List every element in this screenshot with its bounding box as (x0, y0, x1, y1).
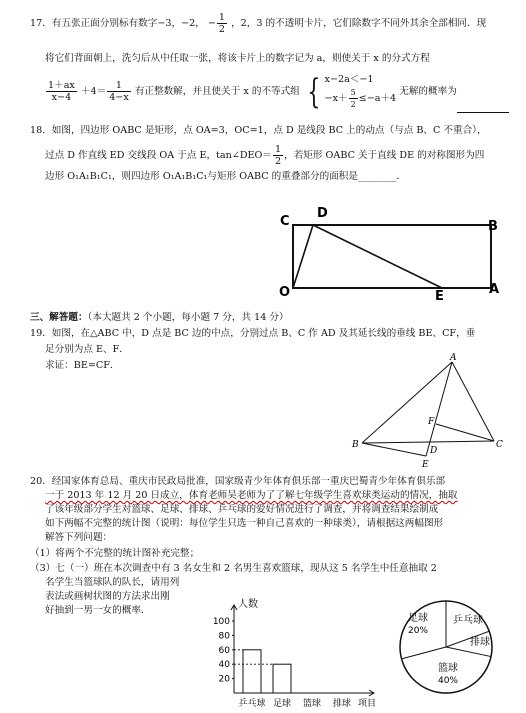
q17-fraction (217, 12, 227, 35)
label-B: B (352, 440, 359, 450)
q17-sys2-frac-num: 5 (350, 88, 356, 97)
section3-heading (30, 311, 289, 324)
label-D: D (317, 206, 328, 221)
q18-rectangle-figure (270, 203, 510, 303)
q17-line1 (30, 12, 486, 35)
q20-line9: 表法或画树状图的方法求出刚 (45, 591, 170, 602)
segment-DE (313, 225, 442, 288)
q19-triangle-figure (348, 352, 513, 472)
bar (243, 650, 261, 693)
q17-frac-num: 1 (218, 12, 226, 23)
q20-line2: 一于 2013 年 12 月 20 日成立，体育老师吴老师为了了解七年级学生喜欢球类运动的情况，抽取 (45, 490, 458, 501)
q17-frac-den: 2 (218, 24, 226, 35)
q17-eq-frac1-den: x−4 (51, 92, 72, 103)
label-E: E (435, 289, 444, 303)
y-tick-label: 20 (218, 674, 230, 685)
q19-line2: 足分别为点 E、F． (45, 344, 129, 355)
label-B: B (488, 219, 498, 234)
label-A: A (450, 353, 457, 363)
q17-tail: 无解的概率为 (399, 86, 457, 97)
q20-line4: 如下两幅不完整的统计图（说明：每位学生只选一种自己喜欢的一种球类），请根据这两幅图形 (45, 518, 444, 529)
x-axis-label: 项目 (357, 699, 376, 709)
q17-eq-frac1 (46, 80, 77, 103)
segment-OD (293, 225, 313, 288)
pie-slice-percent: 20% (407, 626, 429, 636)
rectangle-OABC (293, 225, 491, 288)
label-F: F (428, 417, 435, 427)
perpendicular-BE (362, 443, 426, 456)
q20-line1: 20．经国家体育总局、重庆市民政局批准，国家级青少年体育俱乐部一重庆巴蜀青少年体育俱乐部 (30, 476, 446, 487)
section3-note: （本大题共 2 个小题，每小题 7 分，共 14 分） (87, 312, 289, 323)
pie-chart (392, 597, 504, 701)
x-category-label: 足球 (272, 699, 292, 709)
y-tick-label: 100 (212, 617, 230, 627)
pie-divider (446, 647, 491, 657)
q18-tan-den: 2 (275, 156, 282, 167)
q17-eq-text: 有正整数解，并且使关于 x 的不等式组 (134, 86, 300, 97)
q19-line1: 19．如图，在△ABC 中，D 点是 BC 边的中点，分别过点 B、C 作 AD 及其延长线的垂线 BE、CF，垂 (30, 328, 476, 339)
x-category-label: 排球 (332, 699, 352, 709)
pie-slice-label: 排球 (470, 637, 490, 648)
q20-line5: 解答下列问题： (45, 532, 113, 543)
pie-slice-percent: 40% (437, 676, 459, 686)
q17-sys2-frac (349, 87, 358, 110)
section3-title: 三、解答题： (30, 312, 88, 323)
q17-answer-blank (457, 72, 509, 113)
pie-divider (402, 647, 446, 659)
side-AB (362, 362, 452, 443)
q18-tan-num: 1 (275, 144, 282, 155)
q17-frac-sign: − (207, 18, 216, 29)
q20-line6: （1）将两个不完整的统计图补充完整； (30, 548, 200, 559)
q17-text-b: ，2，3 的不透明卡片，它们除数字不同外其余全部相同．现 (231, 18, 487, 29)
q17-sys-brace: { (307, 71, 321, 112)
q17-eq-frac2 (107, 80, 131, 103)
q20-line7: （3）七（一）班在本次调查中有 3 名女生和 2 名男生喜欢篮球，现从这 5 名学生中任意抽取 2 (30, 563, 437, 574)
label-C: C (280, 214, 290, 229)
q20-line8: 名学生当篮球队的队长，请用列 (45, 577, 180, 588)
q17-eq-frac2-num: 1 (107, 80, 131, 92)
pie-slice-label: 篮球 (438, 663, 458, 674)
q17-sys-row2 (325, 87, 397, 110)
perpendicular-CF (436, 424, 494, 441)
pie-slice-label: 乒乓球 (453, 615, 483, 626)
label-A: A (489, 282, 500, 297)
q20-line10: 好抽到一男一女的概率． (45, 605, 151, 616)
side-AC (452, 362, 494, 441)
q17-sys2-pre: −x＋ (324, 93, 348, 104)
label-E: E (422, 460, 429, 470)
bar (273, 664, 291, 693)
q17-inequality-system (325, 73, 397, 110)
label-O: O (279, 285, 291, 300)
q17-sys2-post: ≤−a＋4 (358, 93, 397, 104)
q20-line3: 了该年级部分学生对篮球、足球、排球、乒乓球的爱好情况进行了调查，并将调查结果绘制成 (45, 504, 439, 515)
y-tick-label: 80 (218, 631, 230, 642)
q18-line1: 18．如图，四边形 OABC 是矩形，点 OA=3，OC=1，点 D 是线段 BC 上的动点（与点 B、C 不重合）， (30, 125, 487, 136)
q17-sys-row1: x−2a＜−1 (324, 74, 374, 85)
label-C: C (496, 440, 503, 450)
y-tick-label: 60 (218, 645, 230, 656)
q18-tan-fraction (273, 144, 283, 167)
q17-line2: 将它们背面朝上，洗匀后从中任取一张，将该卡片上的数字记为 a，则使关于 x 的分式方程 (45, 53, 430, 64)
y-tick-label: 40 (218, 660, 230, 671)
q17-line3 (45, 72, 509, 116)
side-BC (362, 441, 494, 443)
q17-sys2-frac-den: 2 (350, 100, 356, 109)
y-axis-label: 人数 (238, 599, 258, 610)
q17-eq-frac1-num: 1＋ax (48, 80, 75, 91)
bar-chart (208, 593, 388, 711)
pie-slice-label: 足球 (408, 613, 428, 624)
q18-line2 (45, 142, 484, 170)
q17-eq-frac2-den: 4−x (109, 92, 129, 103)
q19-line3: 求证：BE=CF． (45, 360, 120, 371)
q18-text-a: 过点 D 作直线 ED 交线段 OA 于点 E，tan∠DEO＝ (45, 150, 273, 161)
q18-line3: 边形 O₁A₁B₁C₁，则四边形 O₁A₁B₁C₁与矩形 OABC 的重叠部分的面积是________． (45, 171, 406, 182)
q18-text-b: ，若矩形 OABC 关于直线 DE 的对称图形为四 (284, 150, 485, 161)
label-D: D (430, 446, 438, 456)
q17-eq-mid: ＋4＝ (80, 86, 107, 97)
x-category-label: 乒乓球 (238, 699, 266, 709)
q17-text-a: 17．有五张正面分别标有数字−3，−2， (30, 18, 205, 29)
x-category-label: 篮球 (302, 699, 322, 709)
